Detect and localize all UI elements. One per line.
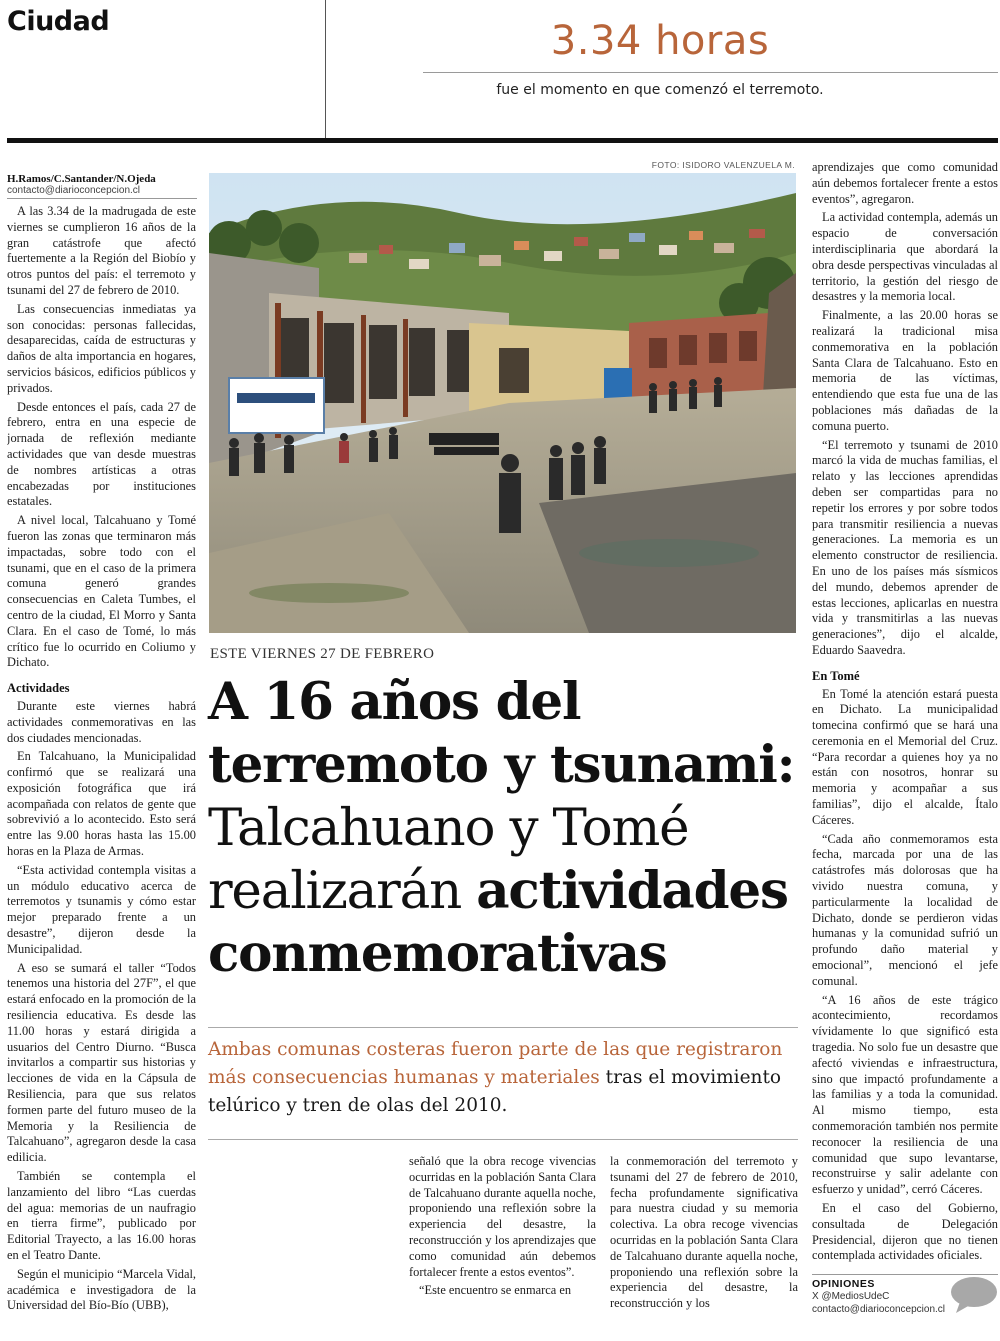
paragraph: Según el municipio “Marcela Vidal, académica e investigadora de la Universidad del Bío-Bío (UBB), [7, 1266, 196, 1313]
paragraph: la conmemoración del terremoto y tsunami del 27 de febrero de 2010, fecha profundamente significativa para nuestra ciudad y su memoria colectiva. La obra recoge vivencias ocurridas en la población Santa Clara de Talcahuano durante aquella noche, proponiendo una reflexión sobre la experiencia del desastre, la reconstrucción y los [610, 1154, 798, 1311]
article-column-bottom-2 [610, 1154, 798, 1334]
paragraph: señaló que la obra recoge vivencias ocurridas en la población Santa Clara de Talcahuano durante aquella noche, proponiendo una reflexión sobre la experiencia del desastre, la reconstrucción y los aprendizajes que como comunidad aún debemos fortalecer frente a estos eventos”. [409, 1154, 596, 1279]
photo-illustration [209, 173, 796, 633]
paragraph: A eso se sumará el taller “Todos tenemos una historia del 27F”, el que estará enfocado en la promoción de la resiliencia educativa. Es desde las 11.00 horas y estará dirigida a usuarios del Centro Diurno. “Busca invitarlos a compartir sus historias y lecciones de vida en la Cápsula de Resiliencia, para que sus relatos formen parte del futuro museo de la Memoria y la Resiliencia de Talcahuano”, agregaron desde la casa edilicia. [7, 960, 196, 1165]
paragraph: Durante este viernes habrá actividades conmemorativas en las dos ciudades mencionadas. [7, 698, 196, 745]
opinions-title: OPINIONES [812, 1278, 875, 1290]
news-photo [209, 173, 796, 633]
headline-bold-end: actividades conmemorativas [208, 861, 788, 984]
paragraph: La actividad contempla, además un espacio de conversación interdisciplinaria que abordará la obra desde perspectivas vinculadas al territorio, la gestión del riesgo de desastres y la memoria local. [812, 210, 998, 304]
paragraph: “Esta actividad contempla visitas a un módulo educativo acerca de terremotos y tsunamis y cómo estar mejor preparado frente a un desastre”, dijeron desde la Municipalidad. [7, 862, 196, 956]
paragraph: “El terremoto y tsunami de 2010 marcó la vida de muchas familias, el relato y las lecciones aprendidas deben ser compartidas para no repetir los errores y por sobre todos para transmitir resiliencia a nuevas generaciones. La memoria es un elemento constructor de resiliencia. En uno de los países más sísmicos del mundo, debemos aprender de estas lecciones, aplicarlas en nuestra vida y transmitirlas a las nuevas generaciones”, dijo el alcalde, Eduardo Saavedra. [812, 437, 998, 657]
article-pretitle: ESTE VIERNES 27 DE FEBRERO [210, 646, 435, 662]
headline-light: Talcahuano y Tomé realizarán [208, 798, 689, 921]
paragraph: En Tomé la atención estará puesta en Dichato. La municipalidad tomecina confirmó que se hará una ceremonia en el Memorial del Cruz. “Para recordar a quienes hoy ya no están con nosotros, honrar su memoria y acompañar a sus familias”, dijo el alcalde, Ítalo Cáceres. [812, 686, 998, 827]
kicker-text: fue el momento en que comenzó el terremoto. [496, 82, 824, 98]
byline [7, 173, 197, 199]
header-divider [325, 0, 326, 138]
kicker-rule [423, 72, 998, 73]
opinions-handle[interactable]: X @MediosUdeC [812, 1291, 890, 1302]
subheading-actividades: Actividades [7, 681, 70, 696]
deck-rule-bottom [208, 1139, 798, 1140]
paragraph: aprendizajes que como comunidad aún debemos fortalecer frente a estos eventos”, agregaron. [812, 160, 998, 206]
headline-bold: A 16 años del terremoto y tsunami: [208, 672, 795, 795]
byline-authors: H.Ramos/C.Santander/N.Ojeda [7, 173, 156, 185]
photo-credit: FOTO: ISIDORO VALENZUELA M. [651, 160, 795, 170]
paragraph: “Este encuentro se enmarca en [419, 1283, 572, 1298]
paragraph: Desde entonces el país, cada 27 de febrero, entra en una especie de jornada de reflexión mediante actividades que van desde muestras de nombres artísticas a otras encabezadas por instituciones estatales. [7, 399, 196, 509]
deck-rest: tras el movimiento telúrico y tren de olas del 2010. [208, 1067, 782, 1116]
paragraph: “Cada año conmemoramos esta fecha, marcada por una de las catástrofes más dolorosas que ha vivido nuestra comuna, y particularmente la localidad de Dichato, donde se perdieron vidas humanas y la comunidad sufrió un profundo daño material y emocional”, mencionó el jefe comunal. [812, 831, 998, 988]
paragraph: “A 16 años de este trágico acontecimiento, recordamos vívidamente lo que significó esta tragedia. No solo fue un desastre que afectó viviendas e infraestructura, sino que impactó profundamente a las familias y a toda la comunidad. Al mismo tiempo, esta conmemoración también nos permite reconocer la resiliencia de una comunidad que supo levantarse, reconstruirse y salir adelante con esfuerzo y unidad”, cerró Cáceres. [812, 992, 998, 1197]
paragraph: En el caso del Gobierno, consultada de Delegación Presidencial, dijeron que no tienen contemplada actividades oficiales. [812, 1201, 998, 1263]
article-deck [208, 1036, 798, 1120]
article-column-bottom-1 [409, 1154, 596, 1334]
paragraph: Las consecuencias inmediatas ya son conocidas: personas fallecidas, desaparecidas, caída de estructuras y daños de alta importancia en hogares, servicios básicos, edificios públicos y privados. [7, 301, 196, 395]
paragraph: También se contempla el lanzamiento del libro “Las cuerdas del agua: memorias de un naufragio en tierra firme”, publicado por Editorial Trayecto, a las 16.00 horas en el Teatro Dante. [7, 1169, 196, 1262]
paragraph: A las 3.34 de la madrugada de este viernes se cumplieron 16 años de la gran catástrofe que afectó fuertemente a la Región del Biobío y otros puntos del país: el terremoto y tsunami del 27 de febrero de 2010. [7, 204, 196, 297]
kicker-value: 3.34 horas [550, 18, 770, 64]
opinions-email[interactable]: contacto@diarioconcepcion.cl [812, 1304, 946, 1315]
paragraph: En Talcahuano, la Municipalidad confirmó que se realizará una exposición fotográfica que irá acompañada con relatos de gente que sobrevivió a lo acontecido. Esto será entre las 9.00 horas hasta las 15.00 horas en la Plaza de Armas. [7, 749, 196, 859]
article-column-right [812, 160, 998, 1272]
article-headline [208, 671, 798, 986]
section-label: Ciudad [7, 6, 110, 37]
speech-bubble-icon [950, 1276, 998, 1314]
deck-rule [208, 1027, 798, 1028]
byline-email[interactable]: contacto@diarioconcepcion.cl [7, 185, 141, 196]
paragraph: Finalmente, a las 20.00 horas se realizará la tradicional misa conmemorativa en la población Santa Clara de Talcahuano. Esto en memoria de las víctimas, entendiendo que esta fue una de las poblaciones más dañadas de la comuna puerto. [812, 308, 998, 433]
deck-accent: Ambas comunas costeras fueron parte de las que registraron más consecuencias humanas y materiales [208, 1039, 783, 1088]
subheading-en-tome: En Tomé [812, 668, 860, 683]
article-column-left [7, 204, 196, 1332]
top-rule [7, 138, 998, 143]
paragraph: A nivel local, Talcahuano y Tomé fueron las zonas que terminaron más impactadas, sobre todo con el tsunami, que en el caso de la primera comuna generó grandes consecuencias en Caleta Tumbes, el centro de la ciudad, El Morro y Santa Clara. En el caso de Tomé, lo más crítico fue lo ocurrido en Coliumo y Dichato. [7, 513, 196, 670]
